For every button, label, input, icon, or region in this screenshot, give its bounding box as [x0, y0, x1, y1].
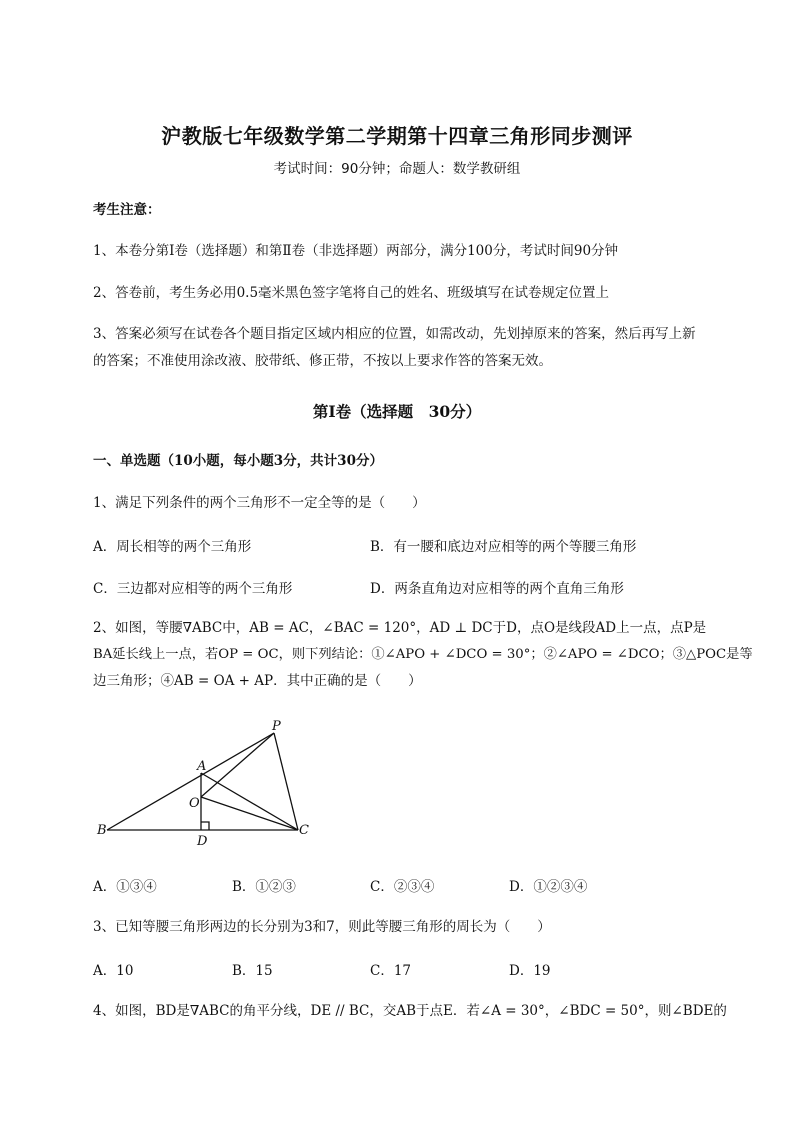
question-2-line-3: 边三角形；④AB = OA + AP．其中正确的是（ ） — [93, 673, 422, 689]
triangle-figure — [90, 715, 330, 855]
label-a: A — [197, 759, 207, 774]
segment-pc — [274, 733, 298, 830]
question-2-line-1: 2、如图，等腰∇ABC中，AB = AC，∠BAC = 120°，AD ⊥ DC于D，点O是线段AD上一点，点P是 — [93, 620, 707, 636]
section-title: 第I卷（选择题 30分） — [312, 402, 482, 421]
notice-item: 2、答卷前，考生务必用0.5毫米黑色签字笔将自己的姓名、班级填写在试卷规定位置上 — [93, 285, 610, 301]
label-o: O — [189, 796, 200, 811]
notice-heading: 考生注意： — [93, 202, 161, 218]
question-2-option-d: D．①②③④ — [509, 879, 588, 895]
question-2-option-b: B．①②③ — [232, 879, 296, 895]
question-1-option-c: C．三边都对应相等的两个三角形 — [93, 581, 293, 597]
question-1-option-a: A．周长相等的两个三角形 — [93, 539, 252, 555]
question-3-stem: 3、已知等腰三角形两边的长分别为3和7，则此等腰三角形的周长为（ ） — [93, 919, 551, 935]
notice-item-continued: 的答案；不准使用涂改液、胶带纸、修正带，不按以上要求作答的答案无效。 — [93, 353, 552, 369]
label-b: B — [97, 823, 107, 838]
segment-op — [201, 733, 274, 797]
label-c: C — [299, 823, 309, 838]
exam-title: 沪教版七年级数学第二学期第十四章三角形同步测评 — [161, 124, 633, 148]
notice-item: 3、答案必须写在试卷各个题目指定区域内相应的位置，如需改动，先划掉原来的答案，然后再写上新 — [93, 326, 696, 342]
question-3-option-a: A．10 — [93, 963, 134, 979]
question-1-option-b: B．有一腰和底边对应相等的两个等腰三角形 — [370, 539, 637, 555]
segment-bp — [107, 733, 274, 830]
label-d: D — [197, 834, 208, 849]
question-1-option-d: D．两条直角边对应相等的两个直角三角形 — [370, 581, 624, 597]
notice-item: 1、本卷分第I卷（选择题）和第Ⅱ卷（非选择题）两部分，满分100分，考试时间90分钟 — [93, 243, 619, 259]
question-2-option-a: A．①③④ — [93, 879, 157, 895]
question-3-option-b: B．15 — [232, 963, 273, 979]
right-angle-mark — [201, 822, 209, 830]
question-4-stem: 4、如图，BD是∇ABC的角平分线，DE // BC，交AB于点E．若∠A = 30°，∠BDC = 50°，则∠BDE的 — [93, 1003, 727, 1019]
exam-subtitle: 考试时间：90分钟；命题人：数学教研组 — [273, 161, 521, 177]
question-2-option-c: C．②③④ — [370, 879, 435, 895]
label-p: P — [272, 719, 281, 734]
question-1-stem: 1、满足下列条件的两个三角形不一定全等的是（ ） — [93, 495, 426, 511]
question-3-option-d: D．19 — [509, 963, 551, 979]
part-heading: 一、单选题（10小题，每小题3分，共计30分） — [93, 453, 383, 469]
question-2-line-2: BA延长线上一点，若OP = OC，则下列结论：①∠APO + ∠DCO = 30°；②∠APO = ∠DCO；③△POC是等 — [93, 647, 753, 662]
question-3-option-c: C．17 — [370, 963, 412, 979]
